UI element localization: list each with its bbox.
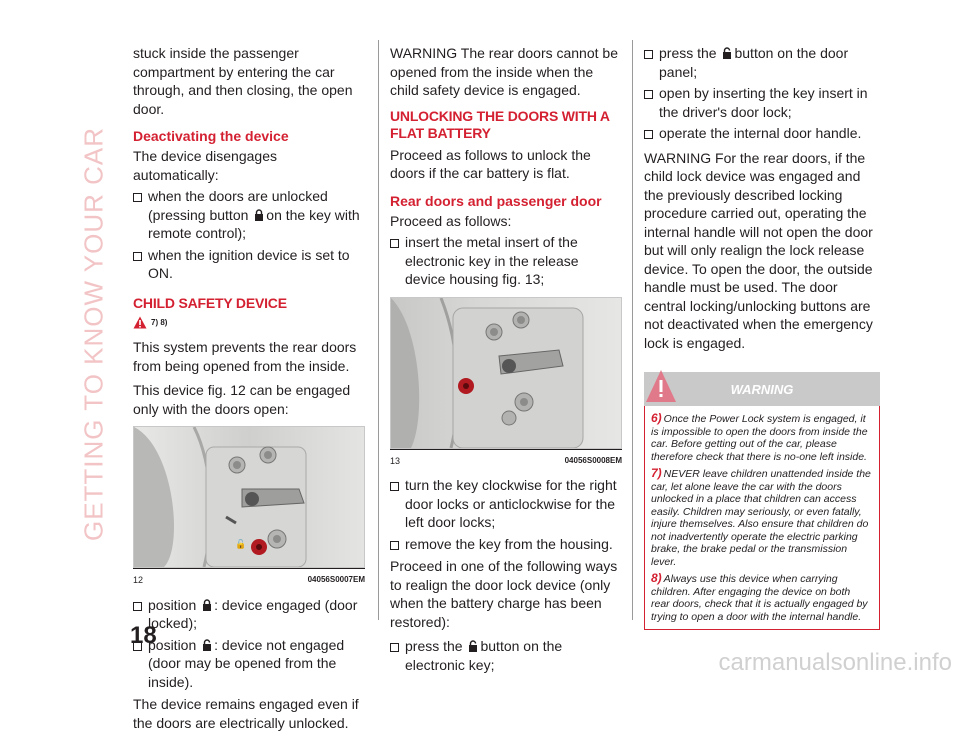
child-paragraph-1: This system prevents the rear doors from being opened from the inside. [133,339,357,374]
bullet-item: operate the internal door handle. [644,124,880,143]
lock-icon [202,599,212,611]
checkbox-bullet-icon [390,239,399,248]
checkbox-bullet-icon [644,90,653,99]
realign-paragraph: Proceed in one of the following ways to realign the door lock device (only when the battery charge has been restored): [390,558,618,630]
figure-caption: 13 04056S0008EM [390,449,622,471]
svg-text:🔓: 🔓 [235,540,247,550]
checkbox-bullet-icon [644,50,653,59]
door-lock-image [133,426,365,568]
checkbox-bullet-icon [133,193,142,202]
column-3 [644,44,880,630]
column-divider [632,40,633,620]
door-latch-illustration [134,427,364,567]
bullet-item: when the ignition device is set to ON. [133,246,365,283]
figure-13 [390,297,622,471]
side-section-title: GETTING TO KNOW YOUR CAR [78,126,109,542]
bullet-item: turn the key clockwise for the right door locks or anticlockwise for the left door locks; [390,476,622,532]
checkbox-bullet-icon [133,602,142,611]
watermark: carmanualsonline.info [718,649,952,676]
checkbox-bullet-icon [390,541,399,550]
key-insert-image [390,297,622,449]
warning-box [644,372,880,630]
bullet-item: press the button on the electronic key; [390,637,622,674]
door-lock-key-illustration [391,298,621,448]
warning-box-body [644,406,880,630]
warning-box-title: WARNING [730,382,794,397]
unlocking-text: Proceed as follows to unlock the doors if the car battery is flat. [390,146,591,181]
proceed-text: Proceed as follows: [390,212,512,229]
column-2 [390,44,622,677]
figure-12 [133,426,365,590]
unlocking-heading: UNLOCKING THE DOORS WITH A FLAT BATTERY [390,107,610,141]
child-safety-heading: CHILD SAFETY DEVICE [133,294,287,311]
bullet-item: open by inserting the key insert in the driver's door lock; [644,84,880,121]
bullet-item: press the button on the door panel; [644,44,880,81]
child-paragraph-2: This device fig. 12 can be engaged only with the doors open: [133,382,351,417]
checkbox-bullet-icon [133,252,142,261]
page-number: 18 [130,622,157,649]
lock-icon [254,209,264,221]
checkbox-bullet-icon [644,130,653,139]
warning-item: 6) Once the Power Lock system is engaged, it is impossible to open the doors from inside the car. Before getting out of the car, please therefore check that there is no-one left inside. [651,411,868,463]
bullet-item: remove the key from the housing. [390,535,622,554]
warning-reference: 7) 8) [133,314,365,333]
checkbox-bullet-icon [390,482,399,491]
deactivating-heading: Deactivating the device [133,128,289,144]
column-divider [378,40,379,620]
closing-paragraph: The device remains engaged even if the doors are electrically unlocked. [133,696,359,731]
checkbox-bullet-icon [390,643,399,652]
column-1 [133,44,365,738]
unlock-icon [202,639,212,651]
rear-doors-heading: Rear doors and passenger door [390,192,602,209]
unlock-icon [468,640,478,652]
bullet-item: when the doors are unlocked (pressing button on the key with remote control); [133,187,365,243]
bullet-item: position : device engaged (door locked); [133,596,365,633]
warning-item: 7) NEVER leave children unattended inside the car, let alone leave the car with the doors unlocked in a place that children can access easily. Children may seriously, or even fatally, injure themselves. Also ensure that children do not inadvertently operate the electric parking brake, the brake pedal or the transmission lever. [651,466,871,568]
unlock-icon [722,47,732,59]
deactivating-text: The device disengages automatically: [133,148,277,183]
intro-paragraph: stuck inside the passenger compartment by entering the car through, and then closing, the open door. [133,45,353,117]
bullet-item: position : device not engaged (door may be opened from the inside). [133,636,365,692]
bullet-item: insert the metal insert of the electronic key in the release device housing fig. 13; [390,233,622,289]
figure-caption: 12 04056S0007EM [133,568,365,590]
warning-paragraph: WARNING For the rear doors, if the child lock device was engaged and the previously described locking procedure carried out, operating the internal handle will not open the door but will only realign the lock release device. To open the door, the outside handle must be used. The door central locking/unlocking buttons are not deactivated when the emergency lock is engaged. [644,149,873,351]
warning-paragraph: WARNING The rear doors cannot be opened from the inside when the child safety device is engaged. [390,45,618,98]
warning-box-header [644,372,880,406]
warning-triangle-icon [133,316,147,329]
warning-item: 8) Always use this device when carrying children. After engaging the device on both rear doors, check that it is actually engaged by trying to open a door with the internal handle. [651,571,868,623]
